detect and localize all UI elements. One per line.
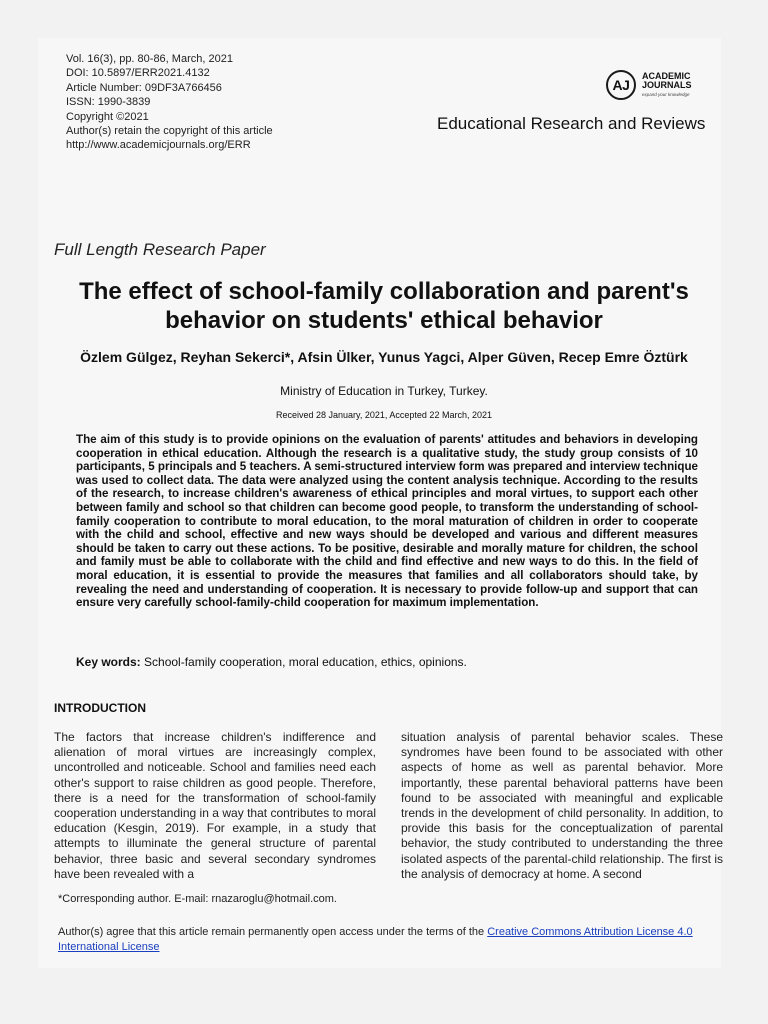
introduction-column-right: situation analysis of parental behavior scales. These syndromes have been found to be associated with other aspects of home as well as parental behavior. More importantly, these parental behavioral patterns have been found to be associated with meaningful and explicable trends in the development of child personality. In addition, to provide this basis for the conceptualization of parental behavior, the study contributed to understanding the three isolated aspects of the parental-child relationship. The first is the analysis of democracy at home. A second	[401, 730, 723, 881]
journal-name: Educational Research and Reviews	[437, 114, 706, 133]
meta-rights: Author(s) retain the copyright of this article	[66, 125, 273, 138]
keywords-list: School-family cooperation, moral education, ethics, opinions.	[144, 655, 467, 669]
meta-doi: DOI: 10.5897/ERR2021.4132	[66, 67, 210, 80]
logo-tagline: expand your knowledge	[642, 91, 690, 97]
meta-volume: Vol. 16(3), pp. 80-86, March, 2021	[66, 53, 233, 65]
section-heading-introduction: INTRODUCTION	[54, 701, 146, 715]
meta-copyright: Copyright ©2021	[66, 110, 149, 123]
meta-url: http://www.academicjournals.org/ERR	[66, 139, 251, 152]
article-metadata	[66, 52, 273, 153]
logo-wordmark	[642, 72, 692, 99]
academic-journals-logo	[606, 70, 692, 100]
license-link[interactable]: Creative Commons Attribution License 4.0 International License	[58, 926, 693, 953]
article-authors: Özlem Gülgez, Reyhan Sekerci*, Afsin Ülker, Yunus Yagci, Alper Güven, Recep Emre Öztürk	[80, 349, 688, 365]
logo-line-1: ACADEMIC	[642, 70, 691, 81]
license-note	[58, 925, 720, 955]
article-title: The effect of school-family collaboration and parent's behavior on students' ethical behavior	[79, 278, 689, 334]
keywords	[76, 655, 467, 669]
introduction-column-left: The factors that increase children's indifference and alienation of moral virtues are increasingly complex, uncontrolled and noticeable. School and families need each other's support to raise children as good people. Therefore, there is a need for the transformation of school-family cooperation understanding in a way that contributes to moral education (Kesgin, 2019). For example, in a study that attempts to illuminate the general structure of parental behavior, three basic and several secondary syndromes have been revealed with a	[54, 730, 376, 881]
keywords-label: Key words:	[76, 655, 141, 669]
license-text: Author(s) agree that this article remain permanently open access under the terms of the	[58, 926, 488, 938]
abstract: The aim of this study is to provide opinions on the evaluation of parents' attitudes and behaviors in developing cooperation in ethical education. Although the research is a qualitative study, the study group consists of 10 participants, 5 principals and 5 teachers. A semi-structured interview form was prepared and interview technique was used to collect data. The data were analyzed using the content analysis technique. According to the results of the research, to increase children's awareness of ethical principles and moral virtues, to support each other between family and school so that children can become good people, to transform the understanding of school-family cooperation to contribute to moral education, to the moral maturation of children in order to cooperate with the child and school, effective and new ways should be developed and various and different measures should be taken to carry out these actions. To be positive, desirable and morally mature for children, the school and family must be able to collaborate with the child and find effective and new ways to do this. In the field of moral education, it is essential to provide the measures that families and all collaborators should take, by revealing the need and understanding of cooperation. It is necessary to provide follow-up and support that can ensure very carefully school-family-child cooperation for maximum implementation.	[76, 433, 698, 610]
paper-type: Full Length Research Paper	[54, 240, 266, 259]
meta-article-number: Article Number: 09DF3A766456	[66, 81, 222, 94]
corresponding-author-note: *Corresponding author. E-mail: rnazaroglu@hotmail.com.	[58, 893, 337, 905]
meta-issn: ISSN: 1990-3839	[66, 96, 151, 109]
received-accepted-dates: Received 28 January, 2021, Accepted 22 March, 2021	[276, 410, 492, 420]
aj-logo-icon: AJ	[606, 70, 636, 100]
logo-line-2: JOURNALS	[642, 79, 692, 90]
author-affiliation: Ministry of Education in Turkey, Turkey.	[280, 384, 488, 398]
